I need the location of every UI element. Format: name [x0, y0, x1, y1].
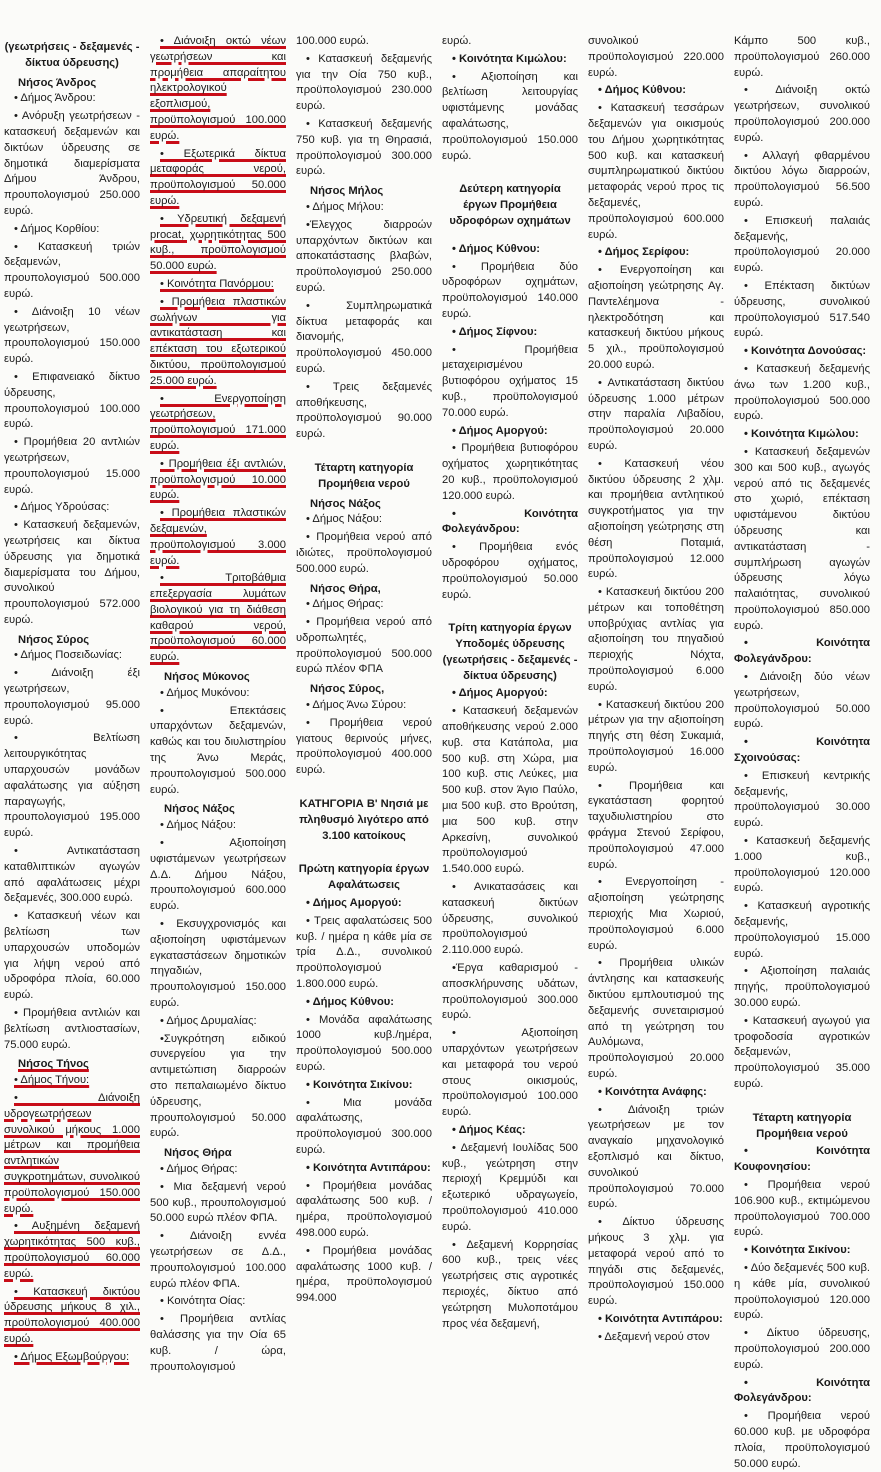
item-text: • Διάνοιξη έξι γεωτρήσεων, προυπολογισμού 95.000 ευρώ.	[4, 667, 140, 727]
highlight-underline: Νήσος Τήνος	[18, 1058, 89, 1071]
item-text: • Κοινότητα Κιμώλου:	[452, 52, 567, 65]
island-heading: Νήσος Μήλος	[310, 185, 384, 198]
item-text: • Προμήθεια υλικών άντλησης και κατασκευής δικτύου εμπλουτισμού της δεξαμενής συνεταιρισμού από τη γεώτρηση του Αυλόμωνα, προϋπολογισμού 20.000 ευρώ.	[588, 957, 724, 1080]
item-text	[4, 1350, 140, 1366]
item-text: • Μια μονάδα αφαλάτωσης, προϋπολογισμού 300.000 ευρώ.	[296, 1096, 432, 1156]
section-heading: Τέταρτη κατηγορία Προμήθεια νερού	[752, 1111, 852, 1140]
island-heading: Νήσος Μύκονος	[164, 671, 250, 684]
item-text: • Αξιοποίηση υπαρχόντων γεωτρήσεων και μεταφορά του νερού στους οικισμούς, προϋπολογισμού 100.000 ευρώ.	[442, 1027, 578, 1119]
item-text: • Κοινότητα Αντιπάρου:	[598, 1312, 723, 1325]
item-text: • Κοινότητα Κιμώλου:	[744, 428, 859, 441]
item-text: • Δήμος Υδρούσας:	[14, 501, 110, 514]
item-text: • Δίκτυο ύδρευσης μήκους 3 χλμ. για μεταφορά νερού από το πηγάδι στις δεξαμενές, προϋπολογισμού 150.000 ευρώ.	[588, 1216, 724, 1308]
item-text: • Δήμος Σερίφου:	[598, 246, 690, 259]
item-text: • Δήμος Αμοργού:	[452, 687, 548, 700]
item-text: • Προμήθεια δύο υδροφόρων οχημάτων, προϋπολογισμού 140.000 ευρώ.	[442, 260, 578, 320]
item-text	[150, 212, 286, 275]
item-text: • Δήμος Άνω Σύρου:	[306, 699, 407, 712]
highlight-underline: • Κατασκευή δικτύου ύδρευσης μήκους 8 χιλ., προϋπολογισμού 400.000 ευρώ.	[4, 1285, 140, 1345]
item-text: • Δήμος Κύθνου:	[452, 242, 541, 255]
column-4	[442, 34, 578, 1330]
column-gap	[442, 232, 578, 242]
item-text: • Κοινότητα Κουφονησίου:	[734, 1145, 870, 1174]
item-text	[150, 277, 286, 293]
island-heading: Νήσος Σύρος,	[310, 683, 385, 696]
island-heading: Νήσος Νάξος	[164, 803, 235, 816]
column-5	[588, 34, 724, 1343]
item-text: • Δήμος Κορθίου:	[14, 222, 100, 235]
island-heading	[4, 1057, 140, 1073]
item-text: • Επισκευή παλαιάς δεξαμενής, προϋπολογισμού 20.000 ευρώ.	[734, 214, 870, 275]
column-gap	[442, 605, 578, 615]
item-text: • Κοινότητα Σχοινούσας:	[734, 736, 870, 765]
highlight-underline: • Δήμος Τήνου:	[14, 1074, 90, 1087]
item-text: • Κατασκευή δεξαμενών αποθήκευσης νερού 2.000 κυβ. στα Κατάπολα, μια 500 κυβ. στη Χώρα, μια 100 κυβ. στις Λεύκες, μια 500 κυβ. στον Άγιο Παύλο, μια 500 κυβ. στο Βρούτση, μια 500 κυβ. στην Αρκεσίνη, συνολικού προϋπολογισμού 1.540.000 ευρώ.	[442, 705, 578, 876]
column-gap	[734, 1095, 870, 1105]
item-text: • Κατασκευή αγωγού για τροφοδοσία αγροτικών δεξαμενών, προϋπολογισμού 35.000 ευρώ.	[734, 1014, 870, 1090]
item-text: • Προμήθεια μονάδας αφαλάτωσης 1000 κυβ. / ημέρα, προϋπολογισμού 994.000	[296, 1244, 432, 1305]
item-text	[150, 295, 286, 390]
item-text: • Ανόρυξη γεωτρήσεων - κατασκευή δεξαμενών και δικτύων ύδρευσης σε δημοτικά διαμερίσματα Δήμου Άνδρου, προυπολογισμού 250.000 ευρώ.	[4, 110, 140, 217]
column-gap	[442, 166, 578, 176]
item-text: • Δεξαμενή Κορρησίας 600 κυβ., τρεις νέες γεωτρήσεις στις αγροτικές περιοχές, δίκτυο από γεώτρηση Μυλοποτάμου προς νέα δεξαμενή,	[442, 1238, 578, 1330]
item-text: • Προμήθεια και εγκατάσταση φορητού ταχυδιυλιστηρίου στο φράγμα Στενού Σερίφου, προϋπολογισμού 47.000 ευρώ.	[588, 779, 724, 871]
highlight-underline: • Προμήθεια έξι αντλιών, προϋπολογισμού 10.000 ευρώ.	[150, 457, 286, 502]
item-text: • Τρεις αφαλατώσεις 500 κυβ. / ημέρα η κάθε μία σε τρία Δ.Δ., συνολικού προϋπολογισμού 1.800.000 ευρώ.	[296, 914, 432, 991]
item-text: • Βελτίωση λειτουργικότητας υπαρχουσών μονάδων αφαλάτωσης για αύξηση παραγωγής, προυπολογισμού 195.000 ευρώ.	[4, 732, 140, 840]
column-gap	[296, 846, 432, 856]
item-text: • Προμήθεια αντλίας θαλάσσης για την Οία 65 κυβ. / ώρα, προυπολογισμού	[150, 1313, 286, 1373]
item-text: • Διάνοιξη 10 νέων γεωτρήσεων, προυπολογισμού 150.000 ευρώ.	[4, 305, 140, 366]
item-text: • Κατασκευή δεξαμενής για την Οία 750 κυβ., προϋπολογισμού 230.000 ευρώ.	[296, 52, 432, 113]
island-heading: Νήσος Άνδρος	[18, 76, 97, 89]
island-heading: Νήσος Σύρος	[18, 633, 90, 646]
item-text: • Κοινότητα Αντιπάρου:	[306, 1161, 431, 1174]
section-heading: Δεύτερη κατηγορία έργων Προμήθεια υδροφόρων οχημάτων	[449, 183, 571, 227]
item-text: • Αξιοποίηση παλαιάς πηγής, προϋπολογισμού 30.000 ευρώ.	[734, 965, 870, 1010]
item-text: • Δήμος Κέας:	[452, 1124, 526, 1136]
item-text: • Κοινότητα Σικίνου:	[744, 1244, 851, 1257]
item-text	[150, 34, 286, 145]
item-text: • Αξιοποίηση υφιστάμενων γεωτρήσεων Δ.Δ. Δήμου Νάξου, προυπολογισμού 600.000 ευρώ.	[150, 837, 286, 913]
item-text: • Διάνοιξη δύο νέων γεωτρήσεων, προϋπολογισμού 50.000 ευρώ.	[734, 671, 870, 731]
item-text	[4, 1073, 140, 1089]
highlight-underline: • Εξωτερικά δίκτυα μεταφοράς νερού, προϋπολογισμού 50.000 ευρώ.	[150, 147, 286, 207]
item-text: • Κατασκευή δεξαμενών 300 και 500 κυβ., αγωγός νερού από τις δεξαμενές στο χωριό, επέκταση υφιστάμενου δικτύου ύδρευσης και αντικατάσταση - συμπλήρωση αγωγών ύδρευσης λόγω παλαιότητας, συνολικού προϋπολογισμού 850.000 ευρώ.	[734, 445, 870, 632]
item-text: • Προμήθεια νερού γιατους θερινούς μήνες, προϋπολογισμού 400.000 ευρώ.	[296, 716, 432, 777]
column-gap	[296, 781, 432, 791]
highlight-underline: • Αυξημένη δεξαμενή χωρητικότητας 500 κυβ., προϋπολογισμού 60.000 ευρώ.	[4, 1220, 140, 1280]
item-text: • Επισκευή κεντρικής δεξαμενής, προϋπολογισμού 30.000 ευρώ.	[734, 769, 870, 830]
item-text: • Δίκτυο ύδρευσης, προϋπολογισμού 200.000 ευρώ.	[734, 1327, 870, 1371]
item-text: • Δήμος Θήρας:	[160, 1162, 238, 1175]
item-text: • Δήμος Αμοργού:	[306, 897, 402, 910]
item-text: • Προμήθεια ενός υδροφόρου οχήματος, προϋπολογισμού 50.000 ευρώ.	[442, 541, 578, 601]
highlight-underline: • Υδρευτική δεξαμενή procat, χωρητικότητας 500 κυβ., προϋπολογισμού 50.000 ευρώ.	[150, 212, 286, 273]
section-heading: Τρίτη κατηγορία έργων Υποδομές ύδρευσης (γεωτρήσεις - δεξαμενές - δίκτυα ύδρευσης)	[442, 622, 578, 682]
column-gap	[296, 445, 432, 455]
item-text: • Μια δεξαμενή νερού 500 κυβ., προυπολογισμού 50.000 ευρώ πλέον ΦΠΑ.	[150, 1180, 286, 1225]
highlight-underline: • Τριτοβάθμια επεξεργασία λυμάτων βιολογικού για τη διάθεση καθαρού νερού, προϋπολογισμού 60.000 ευρώ.	[150, 572, 286, 664]
item-text: • Μονάδα αφαλάτωσης 1000 κυβ./ημέρα, προϋπολογισμού 500.000 ευρώ.	[296, 1013, 432, 1074]
item-text: • Προμήθεια νερού 106.900 κυβ., εκτιμώμενου προϋπολογισμού 700.000 ευρώ.	[734, 1178, 870, 1239]
highlight-underline: • Προμήθεια πλαστικών δεξαμενών, προϋπολογισμού 3.000 ευρώ.	[150, 507, 286, 567]
item-text: • Δήμος Μυκόνου:	[160, 686, 250, 699]
item-text: • Επέκταση δικτύων ύδρευσης, συνολικού προϋπολογισμού 517.540 ευρώ.	[734, 279, 870, 340]
column-3	[296, 34, 432, 1305]
column-2	[150, 34, 286, 1373]
item-text	[4, 1091, 140, 1217]
highlight-underline: • Προμήθεια πλαστικών σωλήνων για αντικατάσταση και επέκταση του εξωτερικού δικτύου, προϋπολογισμού 25.000 ευρώ.	[150, 295, 286, 387]
item-text: • Δήμος Κύθνου:	[598, 84, 687, 97]
item-text: •Έργα καθαρισμού - αποσκλήρυνσης υδάτων, προϋπολογισμού 300.000 ευρώ.	[442, 962, 578, 1022]
item-text	[4, 1219, 140, 1282]
item-text: • Προμήθεια μεταχειρισμένου βυτιοφόρου οχήματος 15 κυβ., προϋπολογισμού 70.000 ευρώ.	[442, 343, 578, 419]
highlight-underline: • Δήμος Εξωμβούργου:	[14, 1350, 130, 1363]
item-text: • Κατασκευή τεσσάρων δεξαμενών για οικισμούς του Δήμου χωρητικότητας 500 κυβ. και κατασκευή συμπληρωματικού δικτύου μεταφοράς νερού προς τις δεξαμενές, προϋπολογισμού 600.000 ευρώ.	[588, 102, 724, 241]
item-text: •Συγκρότηση ειδικού συνεργείου για την αντιμετώπιση διαρροών στο πεπαλαιωμένο δίκτυο ύδρευσης, προυπολογισμού 50.000 ευρώ.	[150, 1032, 286, 1140]
item-text: • Αντικατάσταση δικτύου ύδρευσης 1.000 μέτρων στην παραλία Λιβαδίου, προϋπολογισμού 20.000 ευρώ.	[588, 376, 724, 452]
item-text: • Διάνοιξη εννέα γεωτρήσεων σε Δ.Δ., προυπολογισμού 100.000 ευρώ πλέον ΦΠΑ.	[150, 1230, 286, 1290]
item-text: • Ανικατασάσεις και κατασκευή δικτύων ύδρευσης, συνολικού προϋπολογισμού 2.110.000 ευρώ.	[442, 881, 578, 957]
item-text	[150, 506, 286, 569]
section-heading: (γεωτρήσεις - δεξαμενές - δίκτυα ύδρευσης)	[4, 41, 140, 69]
item-text: • Κοινότητα Φολεγάνδρου:	[442, 507, 578, 536]
highlight-underline: • Κοινότητα Πανόρμου:	[160, 277, 274, 290]
item-text: • Δήμος Ποσειδωνίας:	[14, 649, 122, 662]
item-text: • Κοινότητα Οίας:	[160, 1295, 246, 1308]
item-text	[150, 147, 286, 210]
item-text: • Επεκτάσεις υπαρχόντων δεξαμενών, καθώς και του διυλιστηρίου της Άνω Μεράς, προυπολογισμού 500.000 ευρώ.	[150, 704, 286, 796]
item-text: • Κοινότητα Φολεγάνδρου:	[734, 637, 870, 666]
item-text: • Αξιοποίηση και βελτίωση λειτουργίας υφιστάμενης μονάδας αφαλάτωσης, προϋπολογισμού 150.000 ευρώ.	[442, 70, 578, 162]
item-text: • Προμήθεια μονάδας αφαλάτωσης 500 κυβ. / ημέρα, προϋπολογισμού 498.000 ευρώ.	[296, 1179, 432, 1239]
item-text: • Δήμος Δρυμαλίας:	[160, 1014, 257, 1027]
island-heading: Νήσος Θήρα,	[310, 582, 381, 595]
item-text: • Κοινότητα Φολεγάνδρου:	[734, 1376, 870, 1405]
item-text: • Προμήθεια βυτιοφόρου οχήματος χωρητικότητας 20 κυβ., προϋπολογισμού 120.000 ευρώ.	[442, 442, 578, 502]
item-text: • Επιφανειακό δίκτυο ύδρευσης, προυπολογισμού 100.000 ευρώ.	[4, 370, 140, 431]
island-heading: Νήσος Θήρα	[164, 1147, 232, 1160]
continuation-text: Κάμπο 500 κυβ., προϋπολογισμού 260.000 ευρώ.	[734, 35, 870, 79]
item-text: • Κοινότητα Ανάφης:	[598, 1085, 707, 1098]
item-text: • Συμπληρωματικά δίκτυα μεταφοράς και διανομής, προϋπολογισμού 450.000 ευρώ.	[296, 299, 432, 375]
item-text: • Κατασκευή δεξαμενής 1.000 κυβ., προϋπολογισμού 120.000 ευρώ.	[734, 835, 870, 895]
highlight-underline: • Διάνοιξη υδρογεωτρήσεων συνολικού μήκους 1.000 μέτρων και προμήθεια αντλητικών συγκροτημάτων, συνολικού προϋπολογισμού 150.000 ευρώ.	[4, 1092, 140, 1215]
continuation-text: συνολικού προϋπολογισμού 220.000 ευρώ.	[588, 35, 724, 79]
item-text: • Κατασκευή δικτύου 200 μέτρων και τοποθέτηση υποβρύχιας αντλίας για αξιοποίηση του πηγαδιού περιοχής Νόχτα, προϋπολογισμού 6.000 ευρώ.	[588, 586, 724, 693]
highlight-underline: • Ενεργοποίηση γεωτρήσεων, προϋπολογισμού 171.000 ευρώ.	[150, 392, 286, 452]
item-text: • Κατασκευή τριών δεξαμενών, προυπολογισμού 500.000 ευρώ.	[4, 240, 140, 300]
section-heading: ΚΑΤΗΓΟΡΙΑ Β' Νησιά με πληθυσμό λιγότερο από 3.100 κατοίκους	[299, 798, 429, 842]
column-6	[734, 34, 870, 1470]
item-text: • Προμήθεια αντλιών και βελτίωση αντλιοστασίων, 75.000 ευρώ.	[4, 1007, 140, 1051]
item-text: • Δεξαμενή Ιουλίδας 500 κυβ., γεώτρηση στην περιοχή Κρεμμύδι και εξωτερικό υδραγωγείο, προϋπολογισμού 410.000 ευρώ.	[442, 1141, 578, 1233]
continuation-text: ευρώ.	[442, 35, 472, 47]
item-text: • Εκσυγχρονισμός και αξιοποίηση υφιστάμενων εγκαταστάσεων δημοτικών πηγαδιών, προυπολογισμού 150.000 ευρώ.	[150, 918, 286, 1010]
item-text: • Ενεργοποίηση - αξιοποίηση γεώτρησης περιοχής Μια Χωριού, προϋπολογισμού 6.000 ευρώ.	[588, 876, 724, 952]
item-text: •Έλεγχος διαρροών υπαρχόντων δικτύων και αποκατάστασης βλαβών, προϋπολογισμού 250.000 ευρώ.	[296, 218, 432, 294]
item-text: • Δήμος Άνδρου:	[14, 92, 96, 105]
item-text: • Δήμος Κύθνου:	[306, 995, 395, 1008]
item-text: • Κοινότητα Δονούσας:	[744, 345, 867, 358]
item-text: • Αντικατάσταση καταθλιπτικών αγωγών από αφαλάτωσεις μέχρι δεξαμενές, 300.000 ευρώ.	[4, 845, 140, 905]
column-1	[4, 34, 140, 1363]
item-text: • Κατασκευή νέου δικτύου ύδρευσης 2 χλμ. και προμήθεια αντλητικού συγκροτήματος για την αξιοποίηση γεώτρησης στη θέση Ποταμιά, προϋπολογισμού 12.000 ευρώ.	[588, 457, 724, 581]
item-text: • Ενεργοποίηση και αξιοποίηση γεώτρησης Αγ. Παντελέημονα - ηλεκτροδότηση και κατασκευή δικτύου μήκους 5 χιλ., προϋπολογισμού 20.000 ευρώ.	[588, 264, 724, 371]
item-text: • Δήμος Νάξου:	[160, 819, 236, 832]
item-text: • Δεξαμενή νερού στον	[598, 1330, 710, 1343]
item-text: • Τρεις δεξαμενές αποθήκευσης, προϋπολογισμού 90.000 ευρώ.	[296, 380, 432, 441]
item-text: • Κατασκευή δεξαμενών, γεωτρήσεις και δίκτυα ύδρευσης για δημοτικά διαμερίσματα του Δήμου, συνολικού προυπολογισμού 572.000 ευρώ.	[4, 519, 140, 626]
item-text: • Προμήθεια νερού από ιδιώτες, προϋπολογισμού 500.000 ευρώ.	[296, 531, 432, 575]
item-text: • Κατασκευή δεξαμενής 750 κυβ. για τη Θηρασιά, προϋπολογισμού 300.000 ευρώ.	[296, 117, 432, 178]
item-text: • Δύο δεξαμενές 500 κυβ. η κάθε μία, συνολικού προϋπολογισμού 120.000 ευρώ.	[734, 1261, 870, 1322]
section-heading: Τέταρτη κατηγορία Προμήθεια νερού	[314, 461, 414, 490]
item-text: • Κοινότητα Σικίνου:	[306, 1078, 413, 1091]
item-text: • Κατασκευή νέων και βελτίωση των υπαρχουσών υποδομών για λήψη νερού από υδροφόρα πλοία, 60.000 ευρώ.	[4, 910, 140, 1002]
item-text	[150, 392, 286, 455]
item-text: • Δήμος Θήρας:	[306, 598, 384, 611]
item-text: • Δήμος Μήλου:	[306, 200, 384, 213]
highlight-underline: • Διάνοιξη οκτώ νέων γεωτρήσεων και προμήθεια απαραίτητου ηλεκτρολογικού εξοπλισμού, προϋπολογισμού 100.000 ευρώ.	[150, 35, 286, 142]
item-text	[4, 1285, 140, 1348]
item-text: • Διάνοιξη τριών γεωτρήσεων με τον αναγκαίο μηχανολογικό εξοπλισμό και δίκτυο, συνολικού προϋπολογισμού 70.000 ευρώ.	[588, 1103, 724, 1211]
item-text: • Προμήθεια νερού από υδροπωλητές, προϋπολογισμού 500.000 ευρώ πλέον ΦΠΑ	[296, 616, 432, 676]
item-text: • Προμήθεια 20 αντλιών γεωτρήσεων, προυπολογισμού 15.000 ευρώ.	[4, 436, 140, 496]
item-text: • Δήμος Σίφνου:	[452, 325, 538, 338]
item-text	[150, 571, 286, 666]
item-text: • Κατασκευή αγροτικής δεξαμενής, προϋπολογισμού 15.000 ευρώ.	[734, 900, 870, 960]
island-heading: Νήσος Νάξος	[310, 497, 381, 510]
section-heading: Πρώτη κατηγορία έργων Αφαλάτωσεις	[298, 863, 430, 892]
item-text	[150, 457, 286, 504]
continuation-text: 100.000 ευρώ.	[296, 35, 369, 47]
item-text: • Αλλαγή φθαρμένου δικτύου λόγω διαρροών, προϋπολογισμού 56.500 ευρώ.	[734, 149, 870, 209]
item-text: • Προμήθεια νερού 60.000 κυβ. με υδροφόρα πλοία, προϋπολογισμού 50.000 ευρώ.	[734, 1410, 870, 1470]
item-text: • Διάνοιξη οκτώ γεωτρήσεων, συνολικού προϋπολογισμού 200.000 ευρώ.	[734, 84, 870, 144]
item-text: • Κατασκευή δικτύου 200 μέτρων για την αξιοποίηση πηγής στη θέση Συκαμιά, προϋπολογισμού 16.000 ευρώ.	[588, 698, 724, 774]
item-text: • Δήμος Νάξου:	[306, 513, 382, 526]
item-text: • Κατασκευή δεξαμενής άνω των 1.200 κυβ., προϋπολογισμού 500.000 ευρώ.	[734, 362, 870, 423]
item-text: • Δήμος Αμοργού:	[452, 424, 548, 437]
